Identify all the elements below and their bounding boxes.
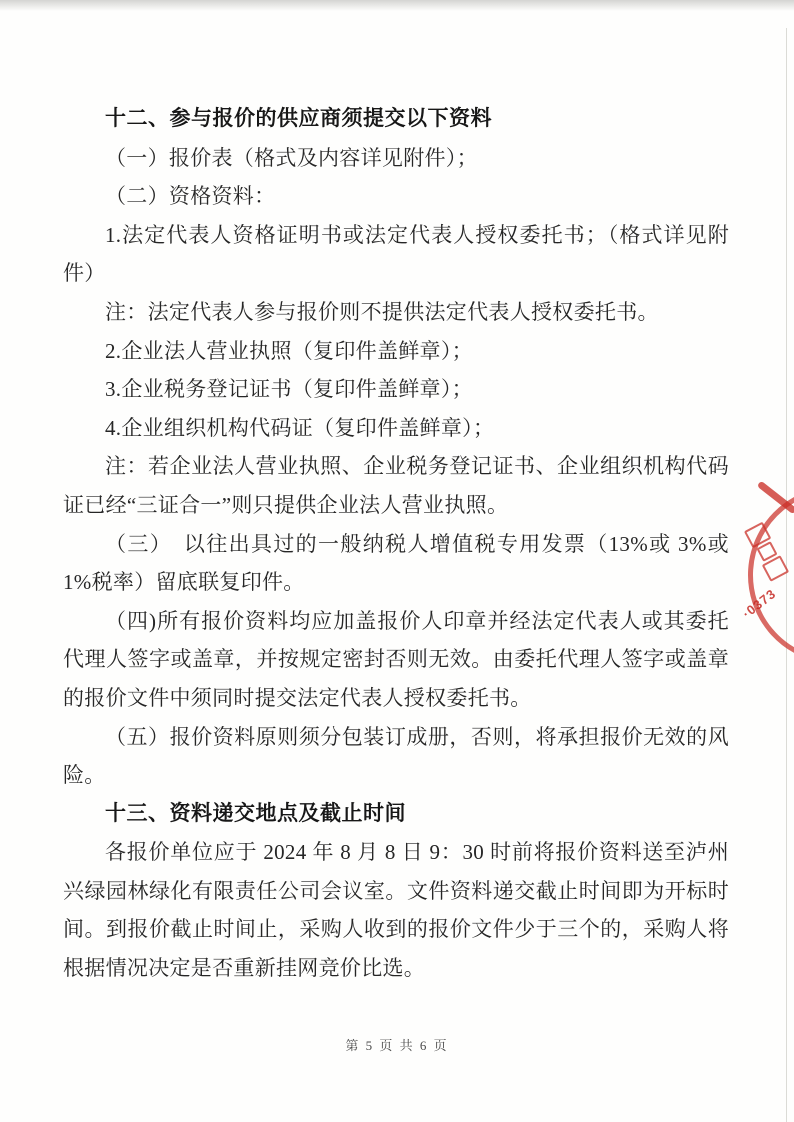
section-heading-13: 十三、资料递交地点及截止时间 <box>105 801 406 825</box>
paragraph-note-three-in-one: 注：若企业法人营业执照、企业税务登记证书、企业组织机构代码证已经“三证合一”则只提供企业法人营业执照。 <box>63 454 729 517</box>
paragraph-business-license: 2.企业法人营业执照（复印件盖鲜章）； <box>105 338 473 363</box>
paragraph-tax-registration: 3.企业税务登记证书（复印件盖鲜章）； <box>105 377 473 402</box>
stamp-digits: ·0373 <box>739 585 779 622</box>
scan-shadow-top <box>0 0 794 11</box>
paragraph-submission-deadline: 各报价单位应于 2024 年 8 月 8 日 9：30 时前将报价资料送至泸州兴绿园林绿化有限责任公司会议室。文件资料递交截止时间即为开标时间。到报价截止时间止，采购人收到的报价文件少于三个的，采购人将根据情况决定是否重新挂网竞价比选。 <box>63 840 729 981</box>
paragraph-vat-invoice: （三） 以往出具过的一般纳税人增值税专用发票（13%或 3%或 1%税率）留底联复印件。 <box>63 531 729 595</box>
document-content <box>63 100 729 988</box>
paragraph-seal-signature-rules: （四)所有报价资料均应加盖报价人印章并经法定代表人或其委托代理人签字或盖章，并按规定密封否则无效。由委托代理人签字或盖章的报价文件中须同时提交法定代表人授权委托书。 <box>63 608 729 710</box>
section-heading-12: 十二、参与报价的供应商须提交以下资料 <box>105 107 492 130</box>
paragraph-qualification-docs: （二）资格资料： <box>105 184 276 209</box>
paragraph-legal-rep-cert: 1.法定代表人资格证明书或法定代表人授权委托书；（格式详见附件） <box>63 222 729 286</box>
paragraph-quote-form: （一）报价表（格式及内容详见附件）； <box>105 145 478 170</box>
paragraph-note-legal-rep: 注：法定代表人参与报价则不提供法定代表人授权委托书。 <box>105 299 659 324</box>
stamp-emblem-stroke <box>757 481 794 515</box>
page-edge-line <box>786 28 787 1122</box>
paragraph-org-code-cert: 4.企业组织机构代码证（复印件盖鲜章）； <box>105 415 495 440</box>
page-number: 第 5 页 共 6 页 <box>345 1038 449 1053</box>
paragraph-binding-requirement: （五）报价资料原则须分包装订成册，否则，将承担报价无效的风险。 <box>63 724 729 788</box>
